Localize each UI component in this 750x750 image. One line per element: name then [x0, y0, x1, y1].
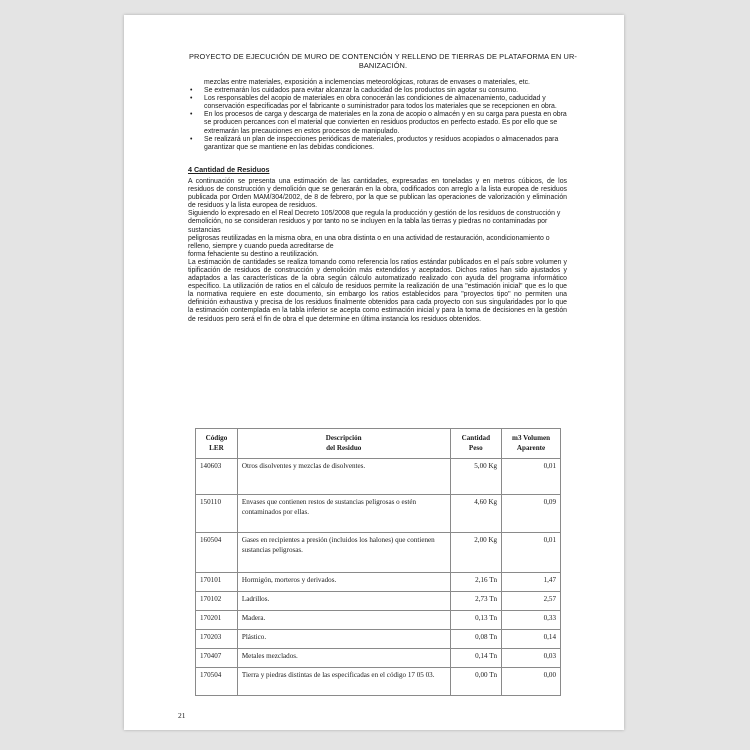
- cell-volume: 0,33: [502, 611, 561, 630]
- waste-table: [195, 428, 561, 696]
- cell-description: Gases en recipientes a presión (incluidos los halones) que contienen sustancias peligrosas.: [237, 533, 450, 573]
- cell-weight: 4,60 Kg: [450, 495, 502, 533]
- bullet-item: [188, 111, 567, 135]
- header-weight: Cantidad Peso: [450, 429, 502, 459]
- bullet-symbol: •: [190, 87, 193, 95]
- section-paragraph-3: La estimación de cantidades se realiza tomando como referencia los ratios estándar publicados en el país sobre volumen y tipificación de residuos de construcción y demolición más extendidos y aceptados. Dichos ratios han sido ajustados y adaptados a las características de la obra según cálculo automatizado realizado con ayuda del programa informático específico. La utilización de ratios en el cálculo de residuos permite la realización de una "estimación inicial" que es lo que la normativa requiere en este documento, sin embargo los ratios establecidos para "proyectos tipo" no permiten una definición exhaustiva y precisa de los residuos finalmente obtenidos para cada proyecto con sus singularidades por lo que la estimación contemplada en la tabla inferior se acepta como estimación inicial y para la toma de decisiones en la gestión de residuos pero será el fin de obra el que determine en última instancia los residuos obtenidos.: [188, 258, 567, 323]
- cell-description: Plástico.: [237, 630, 450, 649]
- table-row: [196, 668, 561, 696]
- cell-description: Ladrillos.: [237, 592, 450, 611]
- cell-weight: 2,16 Tn: [450, 573, 502, 592]
- page-number: 21: [178, 711, 186, 720]
- continuation-text: mezclas entre materiales, exposición a inclemencias meteorológicas, roturas de envases o materiales, etc.: [204, 79, 530, 86]
- table-row: [196, 649, 561, 668]
- section-paragraph-2-line-3: forma fehaciente su destino a reutilización.: [188, 250, 319, 258]
- bullet-item: [188, 87, 567, 95]
- header-description: Descripción del Residuo: [237, 429, 450, 459]
- cell-volume: 1,47: [502, 573, 561, 592]
- cell-volume: 0,03: [502, 649, 561, 668]
- cell-description: Envases que contienen restos de sustancias peligrosas o estén contaminados por ellas.: [237, 495, 450, 533]
- cell-weight: 0,14 Tn: [450, 649, 502, 668]
- cell-code: 170407: [196, 649, 238, 668]
- cell-weight: 0,08 Tn: [450, 630, 502, 649]
- bullet-text: Se extremarán los cuidados para evitar alcanzar la caducidad de los productos sin agotar su consumo.: [204, 87, 519, 95]
- bullet-list: [188, 87, 567, 152]
- table-row: [196, 533, 561, 573]
- table-row: [196, 611, 561, 630]
- document-header: [188, 52, 578, 70]
- header-line-2: BANIZACIÓN.: [358, 61, 408, 70]
- cell-description: Madera.: [237, 611, 450, 630]
- table-header-row: [196, 429, 561, 459]
- bullet-symbol: •: [190, 111, 193, 119]
- table-row: [196, 573, 561, 592]
- bullet-symbol: •: [190, 135, 193, 143]
- bullet-text: Se realizará un plan de inspecciones periódicas de materiales, productos y residuos acopiados o almacenados para garantizar que se mantiene en las debidas condiciones.: [204, 135, 559, 151]
- cell-volume: 2,57: [502, 592, 561, 611]
- section-title: 4 Cantidad de Residuos: [188, 164, 270, 174]
- cell-weight: 2,00 Kg: [450, 533, 502, 573]
- cell-weight: 0,00 Tn: [450, 668, 502, 696]
- cell-weight: 2,73 Tn: [450, 592, 502, 611]
- bullet-text: En los procesos de carga y descarga de materiales en la zona de acopio o almacén y en su carga para puesta en obra se producen percances con el material que convierten en residuos productos en perfecto estado. Es por ello que se extremarán las precauciones en estos procesos de manipulado.: [204, 111, 567, 135]
- cell-volume: 0,14: [502, 630, 561, 649]
- section-paragraph-2-line-2: peligrosas reutilizadas en la misma obra, en una obra distinta o en una actividad de restauración, acondicionamiento o relleno, siempre y cuando pueda acreditarse de: [188, 234, 550, 250]
- body-text: [188, 79, 567, 324]
- cell-description: Tierra y piedras distintas de las especificadas en el código 17 05 03.: [237, 668, 450, 696]
- cell-code: 160504: [196, 533, 238, 573]
- section-paragraph-1: A continuación se presenta una estimación de las cantidades, expresadas en toneladas y en metros cúbicos, de los residuos de construcción y demolición que se generarán en la obra, codificados con arreglo a la lista europea de residuos publicada por Orden MAM/304/2002, de 8 de febrero, por la que se publican las operaciones de valorización y eliminación de residuos y la lista europea de residuos.: [188, 177, 567, 210]
- cell-code: 170203: [196, 630, 238, 649]
- section-paragraph-2-line-1: Siguiendo lo expresado en el Real Decreto 105/2008 que regula la producción y gestión de los residuos de construcción y demolición, no se consideran residuos y por tanto no se incluyen en la tabla las tierras y piedras no contaminadas por sustancias: [188, 210, 561, 234]
- cell-code: 150110: [196, 495, 238, 533]
- table-row: [196, 630, 561, 649]
- bullet-symbol: •: [190, 95, 193, 103]
- cell-weight: 5,00 Kg: [450, 459, 502, 495]
- header-line-1: PROYECTO DE EJECUCIÓN DE MURO DE CONTENCIÓN Y RELLENO DE TIERRAS DE PLATAFORMA EN UR-: [189, 52, 577, 61]
- cell-volume: 0,01: [502, 533, 561, 573]
- cell-volume: 0,01: [502, 459, 561, 495]
- cell-volume: 0,09: [502, 495, 561, 533]
- cell-description: Otros disolventes y mezclas de disolventes.: [237, 459, 450, 495]
- cell-code: 170504: [196, 668, 238, 696]
- table-row: [196, 495, 561, 533]
- bullet-item: [188, 95, 567, 111]
- cell-description: Hormigón, morteros y derivados.: [237, 573, 450, 592]
- cell-weight: 0,13 Tn: [450, 611, 502, 630]
- cell-volume: 0,00: [502, 668, 561, 696]
- bullet-item: [188, 136, 567, 152]
- header-code: Código LER: [196, 429, 238, 459]
- cell-description: Metales mezclados.: [237, 649, 450, 668]
- cell-code: 140603: [196, 459, 238, 495]
- document-page: [124, 15, 624, 730]
- bullet-text: Los responsables del acopio de materiales en obra conocerán las condiciones de almacenamiento, caducidad y conservación especificadas por el fabricante o suministrador para todos los materiales que se recepcionen en obra.: [204, 95, 557, 111]
- table-row: [196, 459, 561, 495]
- table-row: [196, 592, 561, 611]
- cell-code: 170201: [196, 611, 238, 630]
- header-volume: m3 Volumen Aparente: [502, 429, 561, 459]
- cell-code: 170102: [196, 592, 238, 611]
- cell-code: 170101: [196, 573, 238, 592]
